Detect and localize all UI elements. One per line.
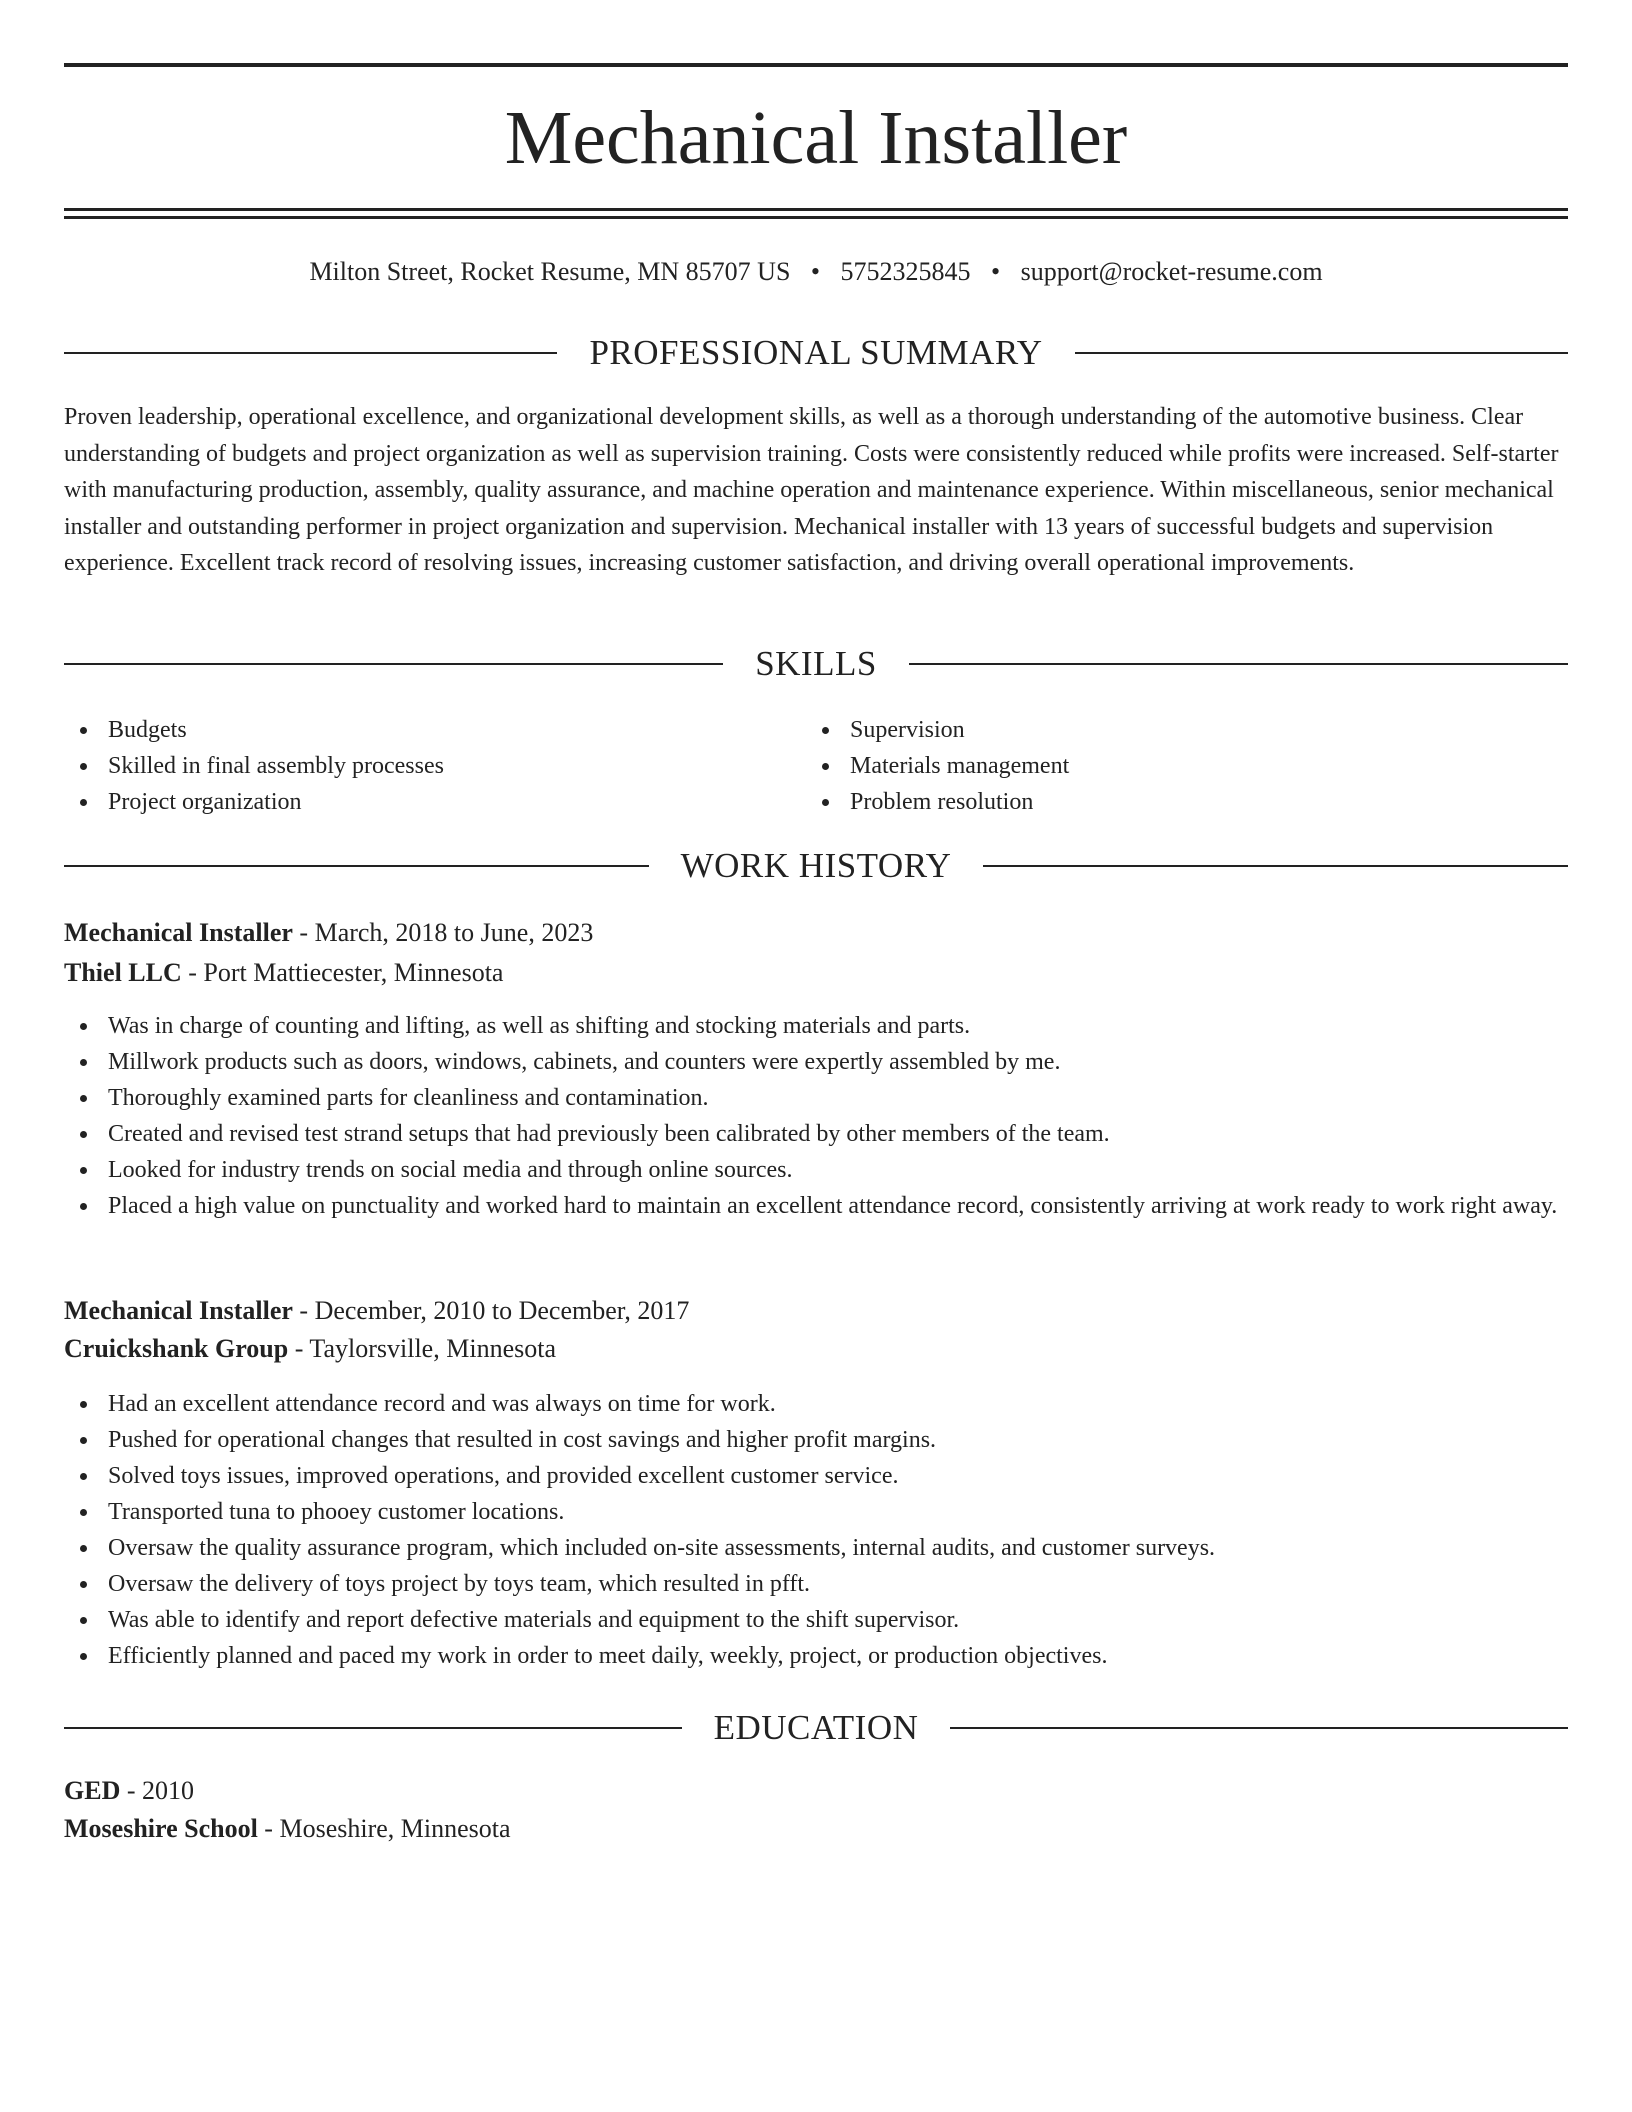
- contact-line: [64, 254, 1568, 290]
- job-duties: [64, 1386, 1568, 1674]
- header-bottom-rule-second: [64, 216, 1568, 219]
- divider: [64, 663, 723, 665]
- duty-item: Thoroughly examined parts for cleanliness and contamination.: [64, 1080, 1568, 1116]
- duty-item: Transported tuna to phooey customer locations.: [64, 1494, 1568, 1530]
- duty-item: Oversaw the delivery of toys project by toys team, which resulted in pfft.: [64, 1566, 1568, 1602]
- job-title-line: [64, 914, 1568, 952]
- skill-item: Budgets: [64, 712, 806, 748]
- header-top-rule: [64, 63, 1568, 67]
- job-location: - Taylorsville, Minnesota: [288, 1334, 556, 1363]
- skill-item: Project organization: [64, 784, 806, 820]
- work-title: WORK HISTORY: [680, 846, 952, 885]
- divider: [64, 1727, 682, 1729]
- education-degree: GED: [64, 1776, 121, 1805]
- work-heading: [64, 844, 1568, 888]
- job-company-line: [64, 954, 1568, 992]
- skill-item: Problem resolution: [806, 784, 1548, 820]
- skills-list: [64, 712, 1568, 820]
- education-title: EDUCATION: [713, 1708, 919, 1747]
- contact-separator: •: [810, 257, 821, 286]
- job-role: Mechanical Installer: [64, 1296, 293, 1325]
- divider: [950, 1727, 1568, 1729]
- skills-column-right: [806, 712, 1548, 820]
- education-school-line: [64, 1810, 1568, 1848]
- header-bottom-rule: [64, 208, 1568, 211]
- contact-phone: 5752325845: [840, 257, 971, 286]
- duty-item: Efficiently planned and paced my work in order to meet daily, weekly, project, or production objectives.: [64, 1638, 1568, 1674]
- education-heading: [64, 1706, 1568, 1750]
- education-location: - Moseshire, Minnesota: [257, 1814, 511, 1843]
- duty-item: Millwork products such as doors, windows, cabinets, and counters were expertly assembled by me.: [64, 1044, 1568, 1080]
- job-duties: [64, 1008, 1568, 1224]
- summary-title: PROFESSIONAL SUMMARY: [589, 333, 1043, 372]
- duty-item: Was able to identify and report defective materials and equipment to the shift supervisor.: [64, 1602, 1568, 1638]
- skills-column-left: [64, 712, 806, 820]
- duty-item: Solved toys issues, improved operations, and provided excellent customer service.: [64, 1458, 1568, 1494]
- skill-item: Skilled in final assembly processes: [64, 748, 806, 784]
- job-dates: - March, 2018 to June, 2023: [292, 918, 594, 947]
- contact-email: support@rocket-resume.com: [1020, 257, 1323, 286]
- divider: [64, 865, 649, 867]
- contact-address: Milton Street, Rocket Resume, MN 85707 US: [309, 257, 791, 286]
- divider: [983, 865, 1568, 867]
- summary-heading: [64, 331, 1568, 375]
- divider: [1075, 352, 1568, 354]
- divider: [64, 352, 557, 354]
- job-title-line: [64, 1292, 1568, 1330]
- job-company: Cruickshank Group: [64, 1334, 289, 1363]
- education-degree-line: [64, 1772, 1568, 1810]
- education-school: Moseshire School: [64, 1814, 258, 1843]
- duty-item: Was in charge of counting and lifting, as well as shifting and stocking materials and parts.: [64, 1008, 1568, 1044]
- job-role: Mechanical Installer: [64, 918, 293, 947]
- duty-item: Created and revised test strand setups that had previously been calibrated by other members of the team.: [64, 1116, 1568, 1152]
- duty-item: Looked for industry trends on social media and through online sources.: [64, 1152, 1568, 1188]
- education-year: - 2010: [120, 1776, 195, 1805]
- job-company-line: [64, 1330, 1568, 1368]
- skills-title: SKILLS: [755, 644, 877, 683]
- skill-item: Supervision: [806, 712, 1548, 748]
- job-location: - Port Mattiecester, Minnesota: [181, 958, 504, 987]
- duty-item: Placed a high value on punctuality and worked hard to maintain an excellent attendance record, consistently arriving at work ready to work right away.: [64, 1188, 1568, 1224]
- duty-item: Had an excellent attendance record and was always on time for work.: [64, 1386, 1568, 1422]
- duty-item: Oversaw the quality assurance program, which included on-site assessments, internal audits, and customer surveys.: [64, 1530, 1568, 1566]
- duty-item: Pushed for operational changes that resulted in cost savings and higher profit margins.: [64, 1422, 1568, 1458]
- divider: [909, 663, 1568, 665]
- resume-name: Mechanical Installer: [504, 96, 1128, 180]
- contact-separator: •: [991, 257, 1001, 286]
- skill-item: Materials management: [806, 748, 1548, 784]
- skills-heading: [64, 642, 1568, 686]
- summary-text: Proven leadership, operational excellence, and organizational development skills, as well as a thorough understanding of the automotive business. Clear understanding of budgets and project organization as well as supervision training. Costs were consistently reduced while profits were increased. Self-starter with manufacturing production, assembly, quality assurance, and machine operation and maintenance experience. Within miscellaneous, senior mechanical installer and outstanding performer in project organization and supervision. Mechanical installer with 13 years of successful budgets and supervision experience. Excellent track record of resolving issues, increasing customer satisfaction, and driving overall operational improvements.: [64, 404, 1559, 576]
- job-dates: - December, 2010 to December, 2017: [292, 1296, 690, 1325]
- job-company: Thiel LLC: [64, 958, 182, 987]
